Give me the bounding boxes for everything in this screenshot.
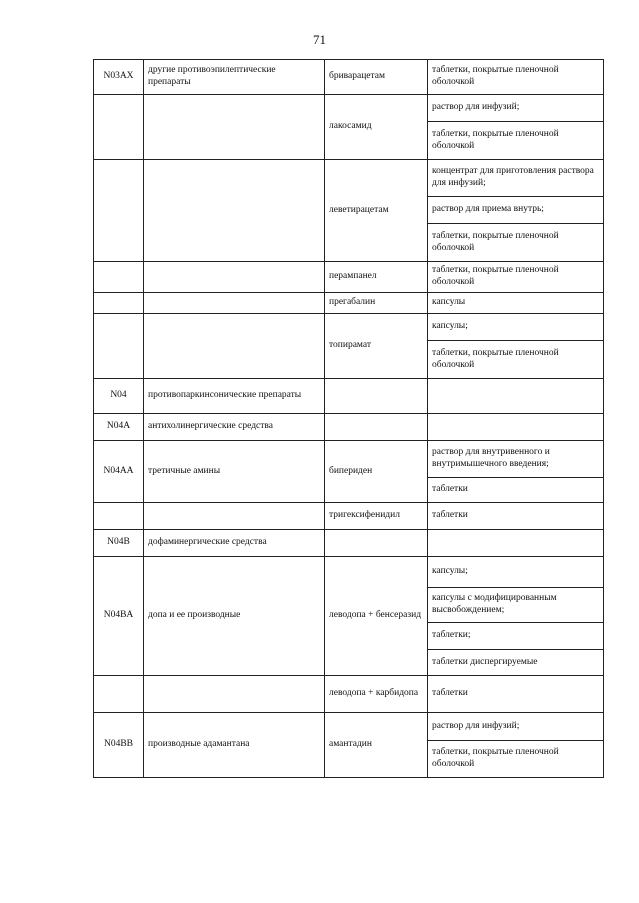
dosage-form-cell: раствор для внутривенного и внутримышечного введения;	[428, 441, 604, 478]
atc-code-cell: N04B	[94, 530, 144, 557]
table-row	[94, 160, 604, 197]
dosage-form-cell: раствор для приема внутрь;	[428, 197, 604, 224]
group-name-cell	[144, 160, 325, 262]
group-name-cell	[144, 95, 325, 160]
group-name-cell: дофаминергические средства	[144, 530, 325, 557]
atc-code-cell: N04A	[94, 414, 144, 441]
dosage-form-cell: таблетки, покрытые пленочной оболочкой	[428, 60, 604, 95]
drug-table	[93, 59, 604, 778]
dosage-form-cell: капсулы;	[428, 314, 604, 341]
table-row	[94, 441, 604, 478]
atc-code-cell: N03AX	[94, 60, 144, 95]
table-row	[94, 676, 604, 713]
group-name-cell: противопаркинсонические препараты	[144, 379, 325, 414]
dosage-form-cell: таблетки, покрытые пленочной оболочкой	[428, 341, 604, 379]
drug-name-cell	[325, 530, 428, 557]
table-row	[94, 530, 604, 557]
drug-name-cell: прегабалин	[325, 293, 428, 314]
table-row	[94, 414, 604, 441]
group-name-cell	[144, 262, 325, 293]
atc-code-cell: N04BA	[94, 557, 144, 676]
drug-name-cell: леводопа + бенсеразид	[325, 557, 428, 676]
group-name-cell	[144, 293, 325, 314]
table-row	[94, 95, 604, 122]
group-name-cell: производные адамантана	[144, 713, 325, 778]
group-name-cell: допа и ее производные	[144, 557, 325, 676]
table-row	[94, 379, 604, 414]
dosage-form-cell: капсулы с модифицированным высвобождением;	[428, 588, 604, 623]
dosage-form-cell: таблетки	[428, 503, 604, 530]
group-name-cell: третичные амины	[144, 441, 325, 503]
table-row	[94, 557, 604, 588]
table-row	[94, 314, 604, 341]
group-name-cell	[144, 314, 325, 379]
drug-name-cell	[325, 414, 428, 441]
dosage-form-cell: таблетки диспергируемые	[428, 650, 604, 676]
atc-code-cell: N04	[94, 379, 144, 414]
group-name-cell	[144, 503, 325, 530]
group-name-cell: другие противоэпилептические препараты	[144, 60, 325, 95]
drug-name-cell: бриварацетам	[325, 60, 428, 95]
dosage-form-cell: таблетки	[428, 478, 604, 503]
atc-code-cell: N04BB	[94, 713, 144, 778]
drug-name-cell: леводопа + карбидопа	[325, 676, 428, 713]
group-name-cell: антихолинергические средства	[144, 414, 325, 441]
table-row	[94, 503, 604, 530]
atc-code-cell	[94, 314, 144, 379]
dosage-form-cell: таблетки, покрытые пленочной оболочкой	[428, 741, 604, 778]
atc-code-cell	[94, 95, 144, 160]
table-row	[94, 293, 604, 314]
dosage-form-cell	[428, 379, 604, 414]
dosage-form-cell: таблетки, покрытые пленочной оболочкой	[428, 122, 604, 160]
atc-code-cell	[94, 262, 144, 293]
dosage-form-cell: капсулы;	[428, 557, 604, 588]
drug-name-cell: лакосамид	[325, 95, 428, 160]
atc-code-cell	[94, 160, 144, 262]
dosage-form-cell: таблетки, покрытые пленочной оболочкой	[428, 262, 604, 293]
dosage-form-cell: раствор для инфузий;	[428, 713, 604, 741]
drug-name-cell	[325, 379, 428, 414]
drug-name-cell: амантадин	[325, 713, 428, 778]
drug-name-cell: тригексифенидил	[325, 503, 428, 530]
dosage-form-cell: капсулы	[428, 293, 604, 314]
dosage-form-cell: концентрат для приготовления раствора для инфузий;	[428, 160, 604, 197]
table-row	[94, 60, 604, 95]
dosage-form-cell	[428, 414, 604, 441]
group-name-cell	[144, 676, 325, 713]
dosage-form-cell	[428, 530, 604, 557]
drug-name-cell: леветирацетам	[325, 160, 428, 262]
atc-code-cell	[94, 503, 144, 530]
dosage-form-cell: таблетки;	[428, 623, 604, 650]
atc-code-cell: N04AA	[94, 441, 144, 503]
table-row	[94, 713, 604, 741]
table-row	[94, 262, 604, 293]
drug-name-cell: топирамат	[325, 314, 428, 379]
drug-name-cell: бипериден	[325, 441, 428, 503]
dosage-form-cell: раствор для инфузий;	[428, 95, 604, 122]
drug-name-cell: перампанел	[325, 262, 428, 293]
atc-code-cell	[94, 293, 144, 314]
page-number: 71	[313, 32, 326, 47]
dosage-form-cell: таблетки	[428, 676, 604, 713]
atc-code-cell	[94, 676, 144, 713]
dosage-form-cell: таблетки, покрытые пленочной оболочкой	[428, 224, 604, 262]
